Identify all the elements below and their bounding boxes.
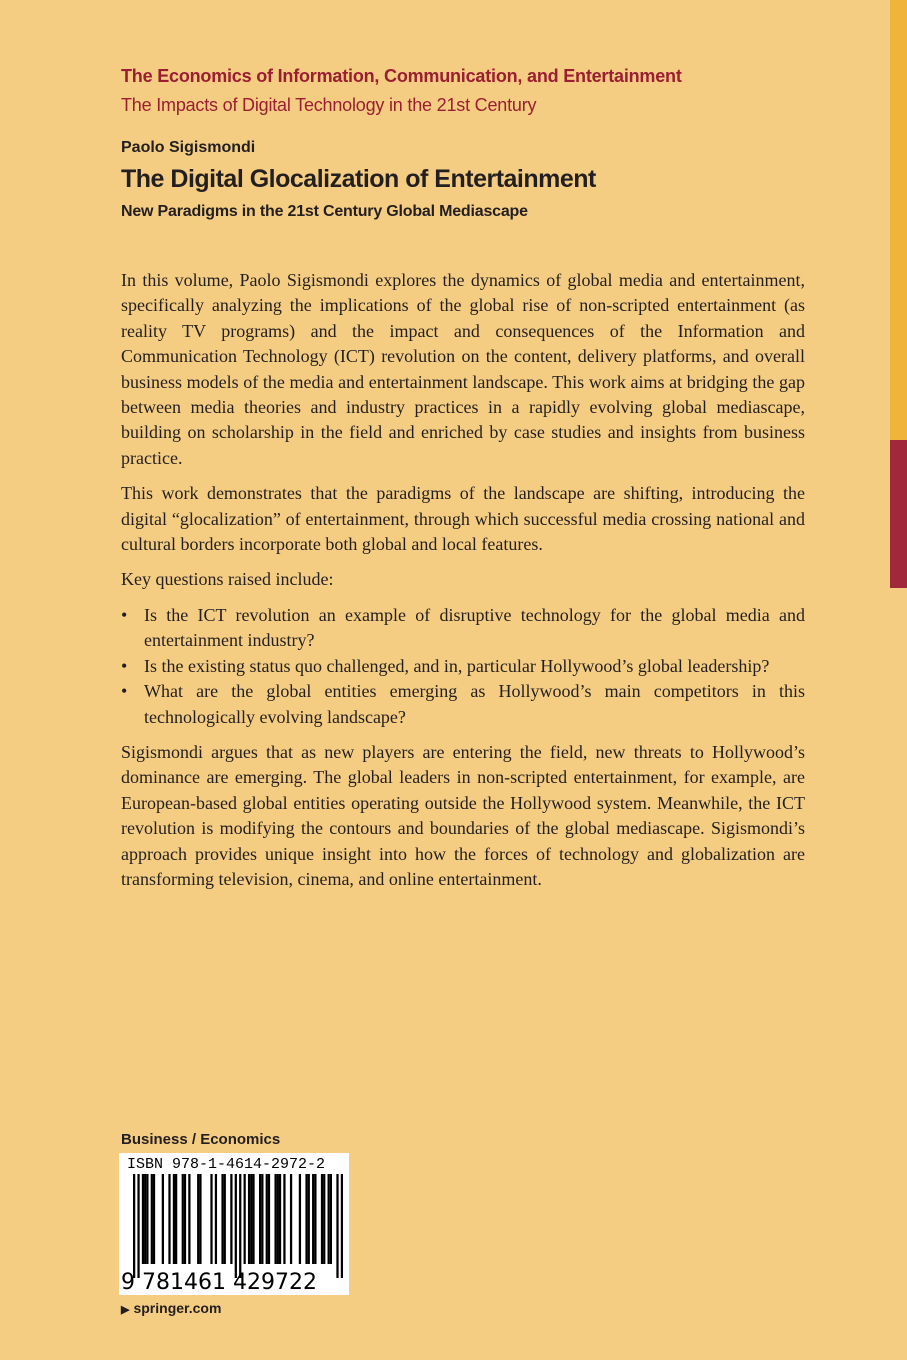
list-item: • Is the ICT revolution an example of disruptive technology for the global media and entertainment industry? xyxy=(121,604,805,651)
barcode-bar xyxy=(314,1174,316,1264)
barcode-bar xyxy=(151,1174,153,1264)
barcode-bar xyxy=(312,1174,314,1264)
barcode-bar xyxy=(261,1174,263,1264)
barcode-bar xyxy=(153,1174,155,1264)
barcode-bar xyxy=(336,1174,338,1278)
barcode-bar xyxy=(197,1174,199,1264)
book-subtitle: New Paradigms in the 21st Century Global Mediascape xyxy=(121,203,528,220)
barcode-bar xyxy=(235,1174,237,1278)
bullet-icon: • xyxy=(121,655,128,676)
isbn-barcode xyxy=(119,1153,349,1295)
barcode-bar xyxy=(274,1174,276,1264)
barcode-bar xyxy=(133,1174,135,1278)
spine-stripe-lower xyxy=(890,588,907,1360)
category-label: Business / Economics xyxy=(121,1131,281,1148)
list-item: • What are the global entities emerging as Hollywood’s main competitors in this technologically evolving landscape? xyxy=(121,681,805,727)
barcode-bar xyxy=(182,1174,184,1264)
blurb-paragraph-3: Key questions raised include: xyxy=(121,569,334,590)
bullet-icon: • xyxy=(121,681,128,702)
publisher-link[interactable] xyxy=(121,1300,221,1316)
barcode-bar xyxy=(259,1174,261,1264)
barcode-bar xyxy=(137,1174,139,1278)
barcode-bar xyxy=(341,1174,343,1278)
barcode-bar xyxy=(283,1174,285,1264)
barcode-bar xyxy=(323,1174,325,1264)
list-item: • Is the existing status quo challenged, and in, particular Hollywood’s global leadership? xyxy=(121,654,805,679)
barcode-bar xyxy=(266,1174,268,1264)
blurb-paragraph-1: In this volume, Paolo Sigismondi explores the dynamics of global media and entertainment, specifically analyzing the implications of the global rise of non-scripted entertainment (as reality TV programs) and the impact and consequences of the Information and Communication Technology (ICT) revolution on the content, delivery platforms, and overall business models of the media and entertainment landscape. This work aims at bridging the gap between media theories and industry practices in a rapidly evolving global mediascape, building on scholarship in the field and enriched by case studies and insights from business practice. xyxy=(121,270,805,468)
bullet-icon: • xyxy=(121,604,128,625)
barcode-bar xyxy=(146,1174,148,1264)
barcode-bar xyxy=(175,1174,177,1264)
barcode-bar xyxy=(299,1174,301,1264)
book-author: Paolo Sigismondi xyxy=(121,139,256,156)
barcode-bar xyxy=(210,1174,212,1264)
barcode-bar xyxy=(173,1174,175,1264)
barcode-bar xyxy=(321,1174,323,1264)
barcode-bar xyxy=(144,1174,146,1264)
barcode-bar xyxy=(305,1174,307,1264)
barcode-bar xyxy=(268,1174,270,1264)
barcode-bar xyxy=(162,1174,164,1264)
barcode-bar xyxy=(290,1174,292,1264)
barcode-bar xyxy=(328,1174,330,1264)
barcode-bar xyxy=(308,1174,310,1264)
series-subtitle: The Impacts of Digital Technology in the 21st Century xyxy=(121,95,537,115)
barcode-bar xyxy=(244,1174,246,1264)
barcode-bar xyxy=(279,1174,281,1264)
barcode-bar xyxy=(221,1174,223,1264)
ean-digits: 9 781461 429722 xyxy=(121,1270,317,1295)
spine-stripe-red xyxy=(890,440,907,588)
barcode-bar xyxy=(250,1174,252,1264)
barcode-bar xyxy=(239,1174,241,1278)
barcode-bar xyxy=(199,1174,201,1264)
barcode-bar xyxy=(184,1174,186,1264)
arrow-icon: ▶ xyxy=(121,1304,130,1316)
barcode-bar xyxy=(248,1174,250,1264)
key-questions-list xyxy=(121,603,805,730)
barcode-bar xyxy=(252,1174,254,1264)
barcode-bar xyxy=(230,1174,232,1264)
barcode-bar xyxy=(330,1174,332,1264)
barcode-bar xyxy=(188,1174,190,1264)
blurb-paragraph-2: This work demonstrates that the paradigms of the landscape are shifting, introducing the digital “glocalization” of entertainment, through which successful media crossing national and cultural borders incorporate both global and local features. xyxy=(121,483,805,555)
book-title: The Digital Glocalization of Entertainment xyxy=(121,165,596,193)
series-title: The Economics of Information, Communication, and Entertainment xyxy=(121,66,682,86)
blurb-paragraph-4: Sigismondi argues that as new players are entering the field, new threats to Hollywood’s dominance are emerging. The global leaders in non-scripted entertainment, for example, are European-based global entities operating outside the Hollywood system. Meanwhile, the ICT revolution is modifying the contours and boundaries of the global mediascape. Sigismondi’s approach provides unique insight into how the forces of technology and globalization are transforming television, cinema, and online entertainment. xyxy=(121,741,805,889)
barcode-bars xyxy=(133,1174,343,1278)
barcode-bar xyxy=(215,1174,217,1264)
barcode-bar xyxy=(168,1174,170,1264)
isbn-label: ISBN 978-1-4614-2972-2 xyxy=(127,1156,326,1173)
barcode-bar xyxy=(142,1174,144,1264)
spine-stripe-gold xyxy=(890,0,907,440)
blurb xyxy=(121,268,805,902)
barcode-bar xyxy=(224,1174,226,1264)
publisher-link-text: springer.com xyxy=(133,1300,222,1316)
barcode-bar xyxy=(277,1174,279,1264)
